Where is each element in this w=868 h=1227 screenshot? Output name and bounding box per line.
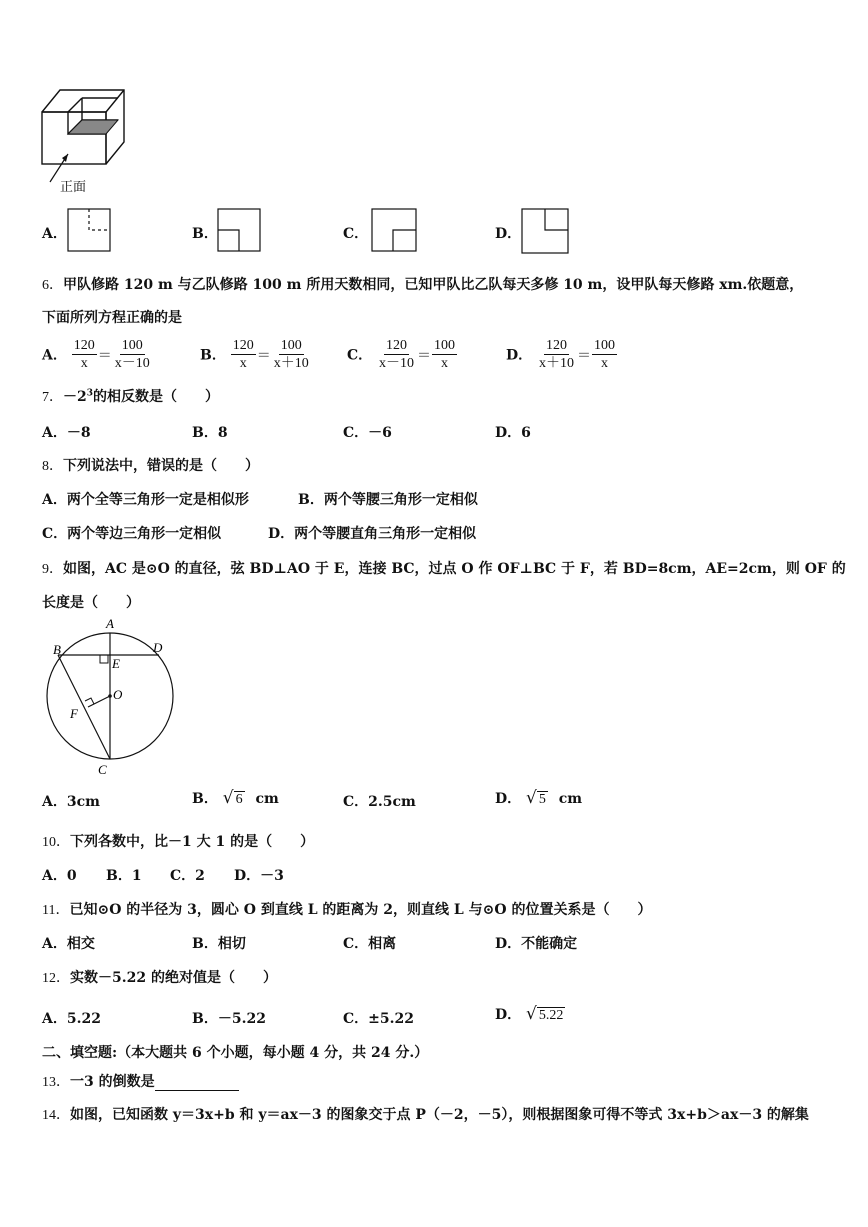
radicand: 5.22 — [538, 1008, 564, 1023]
q9-text-line2: 长度是（ ） — [42, 595, 140, 611]
denominator: x — [80, 356, 88, 371]
numerator: 100 — [121, 338, 143, 353]
q7-option-a[interactable]: A．－8 — [42, 425, 91, 441]
q8-stem — [42, 455, 259, 475]
q10-option-b[interactable]: B．1 — [106, 868, 142, 884]
q6-line1 — [42, 274, 803, 294]
q8-option-b[interactable]: B．两个等腰三角形一定相似 — [298, 492, 478, 508]
denominator: x－10 — [379, 356, 415, 371]
q11-number: 11． — [42, 903, 70, 918]
q6-option-c[interactable] — [347, 337, 457, 372]
q6-text-line2: 下面所列方程正确的是 — [42, 310, 182, 326]
q14-stem — [42, 1104, 809, 1124]
fraction — [432, 337, 457, 372]
q9-option-a[interactable]: A．3cm — [42, 794, 100, 810]
q7-option-d[interactable]: D．6 — [495, 425, 531, 441]
denominator: x — [239, 356, 247, 371]
q11-option-a[interactable]: A．相交 — [42, 936, 95, 952]
q9-option-b[interactable] — [192, 788, 279, 808]
q11-stem — [42, 899, 651, 919]
label-f: F — [70, 706, 78, 721]
q5-option-d-letter[interactable]: D． — [495, 226, 522, 242]
numerator: 100 — [280, 338, 302, 353]
q12-stem — [42, 967, 277, 987]
denominator: x－10 — [114, 356, 150, 371]
q10-option-a[interactable]: A．0 — [42, 868, 77, 884]
q6-number: 6． — [42, 278, 63, 293]
q5-option-c-view — [371, 208, 417, 256]
q14-number: 14． — [42, 1108, 70, 1123]
q7-exponent: 3 — [86, 388, 94, 399]
q5-option-c-letter[interactable]: C． — [343, 226, 369, 242]
q6-text-line1: 甲队修路 120 m 与乙队修路 100 m 所用天数相同，已知甲队比乙队每天多修 10 m，设甲队每天修路 xm.依题意， — [63, 277, 804, 293]
q12-text: 实数－5.22 的绝对值是（ ） — [70, 970, 277, 986]
q10-text: 下列各数中，比－1 大 1 的是（ ） — [70, 834, 315, 850]
label-o: O — [113, 687, 123, 702]
q9-text-line1: 如图，AC 是⊙O 的直径，弦 BD⊥AO 于 E，连接 BC，过点 O 作 OF⊥BC 于 F，若 BD=8cm，AE=2cm，则 OF 的 — [63, 561, 846, 577]
q6-option-b[interactable] — [200, 337, 311, 372]
q12-number: 12． — [42, 971, 70, 986]
equals-sign: ＝ — [256, 348, 271, 364]
q11-option-d[interactable]: D．不能确定 — [495, 936, 578, 952]
q9-option-d-letter: D． — [495, 791, 522, 807]
q6-option-a[interactable] — [42, 337, 152, 372]
denominator: x＋10 — [273, 356, 309, 371]
radical-sign: √ — [526, 788, 537, 808]
equals-sign: ＝ — [577, 348, 592, 364]
q7-base: －2 — [63, 389, 87, 405]
fraction — [537, 337, 576, 372]
label-d: D — [153, 640, 163, 655]
q6-option-d[interactable] — [506, 337, 617, 372]
fraction — [272, 337, 311, 372]
fraction — [113, 337, 152, 372]
q9-option-d[interactable] — [495, 788, 582, 808]
q9-option-d-unit: cm — [558, 791, 583, 807]
fraction — [231, 337, 256, 372]
q7-option-b[interactable]: B．8 — [192, 425, 228, 441]
numerator: 120 — [386, 338, 408, 353]
q6-option-a-letter: A． — [42, 347, 67, 364]
fraction — [72, 337, 97, 372]
q7-option-c[interactable]: C．－6 — [343, 425, 392, 441]
label-c: C — [98, 762, 107, 777]
q9-option-c[interactable]: C．2.5cm — [343, 794, 416, 810]
radicand: 5 — [538, 792, 546, 807]
q6-option-b-letter: B． — [200, 347, 226, 364]
q5-option-a-view — [67, 208, 111, 256]
q12-option-b[interactable]: B．－5.22 — [192, 1011, 266, 1027]
q9-option-b-unit: cm — [255, 791, 279, 807]
q12-option-d-letter: D． — [495, 1007, 522, 1023]
q5-option-d-view — [521, 208, 569, 258]
q9-line1 — [42, 558, 846, 578]
q11-option-b[interactable]: B．相切 — [192, 936, 246, 952]
numerator: 100 — [594, 338, 616, 353]
q13-stem — [42, 1071, 239, 1091]
q11-text: 已知⊙O 的半径为 3，圆心 O 到直线 L 的距离为 2，则直线 L 与⊙O 的位置关系是（ ） — [69, 902, 652, 918]
radical-sign: √ — [526, 1004, 537, 1024]
q8-option-a[interactable]: A．两个全等三角形一定是相似形 — [42, 492, 249, 508]
q6-option-d-letter: D． — [506, 347, 533, 364]
equals-sign: ＝ — [97, 348, 112, 364]
label-a: A — [106, 616, 114, 631]
denominator: x — [601, 356, 609, 371]
fraction — [592, 337, 617, 372]
label-b: B — [53, 642, 61, 657]
q8-option-d[interactable]: D．两个等腰直角三角形一定相似 — [268, 526, 477, 542]
q8-option-c[interactable]: C．两个等边三角形一定相似 — [42, 526, 222, 542]
q12-option-c[interactable]: C．±5.22 — [343, 1011, 414, 1027]
q13-answer-blank[interactable] — [155, 1076, 239, 1091]
equals-sign: ＝ — [417, 348, 432, 364]
q9-circle-figure — [40, 614, 180, 778]
numerator: 120 — [546, 338, 568, 353]
denominator: x＋10 — [539, 356, 575, 371]
radicand: 6 — [235, 792, 243, 807]
q6-option-c-letter: C． — [347, 347, 373, 364]
q5-option-b-view — [217, 208, 261, 256]
q10-stem — [42, 831, 314, 851]
q7-stem — [42, 386, 219, 406]
q13-number: 13． — [42, 1075, 70, 1090]
label-e: E — [112, 656, 120, 671]
q10-option-d[interactable]: D．－3 — [234, 868, 284, 884]
section2-heading: 二、填空题:（本大题共 6 个小题，每小题 4 分，共 24 分.） — [42, 1045, 429, 1061]
numerator: 100 — [434, 338, 456, 353]
denominator: x — [441, 356, 449, 371]
q9-option-b-letter: B． — [192, 791, 218, 807]
q12-option-a[interactable]: A．5.22 — [42, 1011, 101, 1027]
q13-text: 一3 的倒数是 — [70, 1074, 155, 1090]
q14-text: 如图，已知函数 y＝3x+b 和 y＝ax－3 的图象交于点 P（－2，－5），则根据图象可得不等式 3x+b＞ax－3 的解集 — [70, 1107, 809, 1123]
q12-option-d[interactable] — [495, 1004, 565, 1024]
q5-option-a-letter[interactable]: A． — [42, 226, 67, 242]
q10-number: 10． — [42, 835, 70, 850]
q11-option-c[interactable]: C．相离 — [343, 936, 397, 952]
fraction — [377, 337, 416, 372]
radical-sign: √ — [222, 788, 234, 808]
numerator: 120 — [73, 338, 95, 353]
q8-number: 8． — [42, 459, 63, 474]
q10-option-c[interactable]: C．2 — [170, 868, 205, 884]
q7-text: 的相反数是（ ） — [93, 389, 220, 405]
q7-number: 7． — [42, 390, 63, 405]
q9-number: 9． — [42, 562, 63, 577]
numerator: 120 — [232, 338, 254, 353]
q8-text: 下列说法中，错误的是（ ） — [63, 458, 259, 474]
q5-option-b-letter[interactable]: B． — [192, 226, 218, 242]
front-label: 正面 — [60, 180, 87, 195]
